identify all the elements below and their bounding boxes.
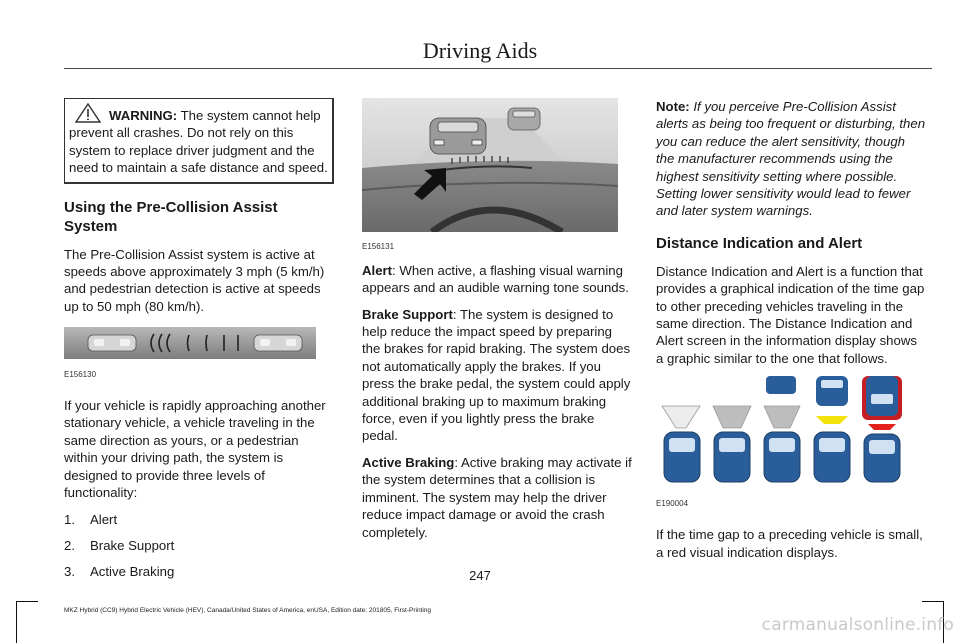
distance-indication-graphics (656, 376, 922, 488)
column-1 (64, 98, 334, 590)
paragraph-alert (362, 262, 632, 297)
page-header-title: Driving Aids (422, 38, 538, 63)
page-number: 247 (469, 568, 491, 583)
crop-mark (16, 601, 38, 602)
header-rule (64, 68, 932, 69)
paragraph-approaching: If your vehicle is rapidly approaching another stationary vehicle, a vehicle traveling in the same direction as yours, or a pedestrian within your driving path, the system is designed to provide three levels of functionality: (64, 398, 326, 501)
paragraph-active-braking (362, 454, 632, 541)
section-heading-using-pca: Using the Pre-Collision Assist System (64, 198, 278, 235)
gap-panel-4 (814, 376, 850, 482)
figure-windshield-warning (362, 98, 632, 256)
warning-text: The system cannot help prevent all crashes. Do not rely on this system to replace driver judgment and the need to maintain a safe distance and speed. (69, 108, 328, 176)
list-number: 2. (64, 537, 75, 553)
term-active-braking: Active Braking (362, 454, 455, 470)
figure-id: E156131 (362, 242, 395, 252)
warning-box (64, 98, 334, 184)
figure-id: E190004 (656, 498, 689, 508)
crop-mark (922, 601, 944, 602)
lead-car (430, 118, 486, 154)
list-text: Active Braking (90, 564, 175, 580)
gap-panel-1 (662, 406, 700, 482)
gap-panel-5 (862, 376, 902, 482)
list-number: 3. (64, 564, 75, 580)
note-paragraph (656, 98, 926, 220)
section-heading-distance-indication: Distance Indication and Alert (656, 234, 863, 252)
figure-distance-strip (64, 327, 334, 383)
definition-alert: : When active, a flashing visual warning appears and an audible warning tone sounds. (362, 262, 629, 296)
definition-brake-support: : The system is designed to help reduce the impact speed by preparing the brakes for rapid braking. The system does not automatically apply the brakes. If you press the brake pedal, the system could apply additional braking up to maximum braking force, even if you lightly press the brake pedal. (362, 306, 631, 444)
note-label: Note: (656, 99, 690, 114)
list-text: Alert (90, 511, 118, 527)
gap-panel-2 (713, 406, 751, 482)
paragraph-red-indication: If the time gap to a preceding vehicle is small, a red visual indication displays. (656, 527, 923, 560)
term-alert: Alert (362, 262, 393, 278)
term-brake-support: Brake Support (362, 306, 453, 322)
column-3 (656, 98, 926, 570)
note-text: If you perceive Pre-Collision Assist alerts as being too frequent or disturbing, then you can reduce the alert sensitivity, though the manufacturer recommends using the highest sensitivity setting where possible. Setting lower sensitivity would lead to fewer and later system warnings. (656, 99, 926, 219)
site-watermark: carmanualsonline.info (761, 615, 954, 635)
crop-mark (16, 601, 17, 643)
warning-triangle-icon (75, 103, 101, 123)
definition-active-braking: : Active braking may activate if the system determines that a collision is imminent. The system may help the driver reduce impact damage or avoid the crash completely. (362, 454, 632, 540)
list-item (64, 511, 334, 528)
gap-panel-3 (764, 376, 800, 482)
column-2 (362, 98, 632, 550)
list-text: Brake Support (90, 537, 175, 553)
distance-strip-illustration (64, 327, 316, 359)
paragraph-brake-support (362, 306, 632, 445)
figure-distance-graphics (656, 376, 926, 512)
windshield-hud-illustration (362, 98, 618, 232)
warning-label: WARNING: (109, 108, 178, 123)
paragraph-active-speeds: The Pre-Collision Assist system is active at speeds above approximately 3 mph (5 km/h) and pedestrian detection is active at speeds up to 50 mph (80 km/h). (64, 246, 325, 314)
edition-line: MKZ Hybrid (CC9) Hybrid Electric Vehicle (HEV), Canada/United States of America, enUSA, Edition date: 201805, First-Printing (64, 607, 432, 614)
figure-id: E156130 (64, 369, 97, 379)
list-number: 1. (64, 511, 75, 527)
paragraph-distance-indication: Distance Indication and Alert is a function that provides a graphical indication of the time gap to other preceding vehicles traveling in the same direction. The Distance Indication and Alert screen in the information display shows a graphic similar to the one that follows. (656, 263, 925, 366)
list-item (64, 537, 334, 554)
